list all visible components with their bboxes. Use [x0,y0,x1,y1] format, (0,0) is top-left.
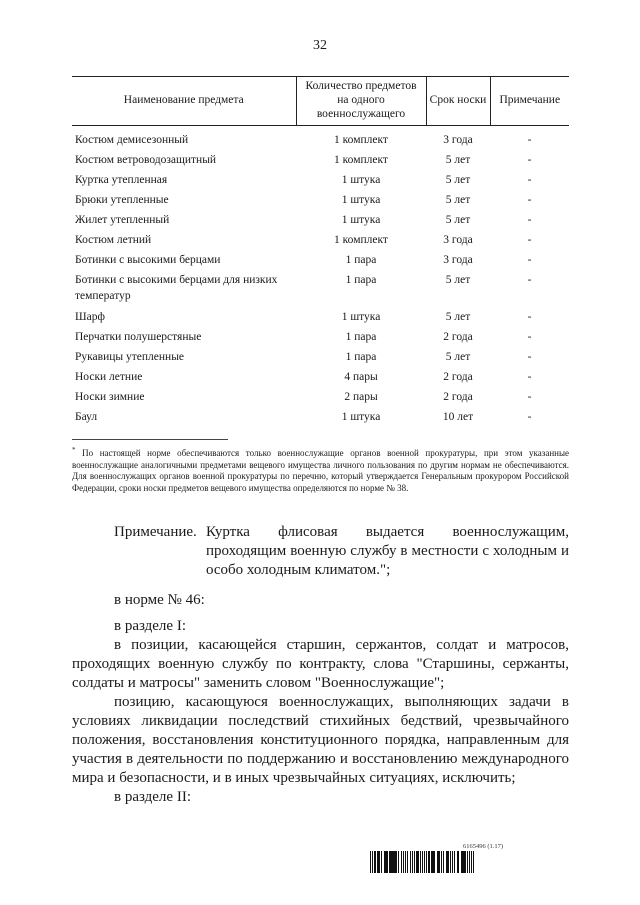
cell-note: - [527,274,532,286]
table-row [72,126,569,153]
footnote-divider [72,439,228,440]
cell-item-name: Костюм демисезонный [75,134,189,146]
barcode [370,851,570,873]
table-row [72,272,569,309]
cell-quantity: 1 комплект [334,154,388,166]
cell-wear-term: 3 года [443,234,473,246]
cell-wear-term: 5 лет [445,154,471,166]
cell-item-name: Рукавицы утепленные [75,351,185,363]
cell-wear-term: 2 года [443,371,473,383]
cell-wear-term: 3 года [443,254,473,266]
cell-wear-term: 5 лет [445,194,471,206]
cell-note: - [527,371,532,383]
cell-item-name: Куртка утепленная [75,174,168,186]
cell-quantity: 1 пара [345,351,377,363]
cell-quantity: 1 штука [341,214,381,226]
cell-quantity: 1 штука [341,411,381,423]
cell-quantity: 1 штука [341,194,381,206]
cell-wear-term: 2 года [443,391,473,403]
cell-note: - [527,311,532,323]
table-note [114,523,569,580]
table-row [72,152,569,172]
cell-item-name: Костюм летний [75,234,152,246]
table-row [72,172,569,192]
cell-note: - [527,234,532,246]
table-row [72,349,569,369]
page-number: 32 [313,38,327,53]
table-row [72,232,569,252]
cell-note: - [527,351,532,363]
cell-wear-term: 5 лет [445,351,471,363]
cell-item-name: Баул [75,411,98,423]
paragraph-sergeants-position: в позиции, касающейся старшин, сержантов, солдат и матросов, проходящих военную службу по контракту, слова "Старшины, сержанты, солдаты и матросы" заменить словом "Военнослужащие"; [72,637,569,691]
table-row [72,192,569,212]
table-body [72,126,569,430]
header-item-name: Наименование предмета [72,77,296,126]
cell-item-name: Брюки утепленные [75,194,169,206]
paragraph-norm-46: в норме № 46: [114,592,205,608]
cell-wear-term: 3 года [443,134,473,146]
cell-quantity: 1 комплект [334,234,388,246]
paragraph-section-2: в разделе II: [114,789,191,805]
cell-quantity: 1 пара [345,274,377,286]
cell-quantity: 1 комплект [334,134,388,146]
cell-item-name: Носки летние [75,371,143,383]
header-wear-term: Срок носки [426,77,490,126]
cell-note: - [527,174,532,186]
cell-note: - [527,194,532,206]
cell-note: - [527,134,532,146]
header-quantity: Количество предметов на одного военнослужащего [296,77,426,126]
cell-note: - [527,411,532,423]
barcode-bar [474,851,476,873]
table-row [72,212,569,232]
cell-wear-term: 2 года [443,331,473,343]
cell-quantity: 4 пары [344,371,378,383]
cell-wear-term: 5 лет [445,174,471,186]
table-row [72,252,569,272]
paragraph-emergency-position: позицию, касающуюся военнослужащих, выполняющих задачи в условиях ликвидации последствий стихийных бедствий, чрезвычайного положения, восстановления конституционного порядка, направленным для участия в деятельности по поддержанию и восстановлению международного мира и безопасности, и в иных чрезвычайных ситуациях, исключить; [72,694,569,786]
cell-item-name: Ботинки с высокими берцами для низких температур [75,274,278,302]
footnote [72,445,569,494]
cell-item-name: Ботинки с высокими берцами [75,254,221,266]
cell-note: - [527,254,532,266]
cell-item-name: Жилет утепленный [75,214,170,226]
footnote-marker: * [72,446,76,454]
cell-wear-term: 10 лет [442,411,474,423]
header-note: Примечание [490,77,569,126]
cell-note: - [527,331,532,343]
document-code: 6165496 (1.17) [463,843,504,850]
table-row [72,329,569,349]
footnote-text: По настоящей норме обеспечиваются только военнослужащие органов военной прокуратуры, при этом указанные военнослужащие аналогичными предметами вещевого имущества личного пользования по другим нормам не обеспечиваются. Для военнослужащих органов военной прокуратуры по перечню, который утверждается Генеральным прокурором Российской Федерации, сроки носки предметов вещевого имущества определяются по норме № 38. [72,448,569,493]
cell-item-name: Шарф [75,311,105,323]
table-row [72,389,569,409]
cell-quantity: 2 пары [344,391,378,403]
cell-note: - [527,154,532,166]
table-header-row [72,77,569,126]
table-row [72,369,569,389]
cell-quantity: 1 штука [341,311,381,323]
note-text: Куртка флисовая выдается военнослужащим, проходящим военную службу в местности с холодным и особо холодным климатом."; [206,524,569,578]
cell-quantity: 1 пара [345,254,377,266]
clothing-norm-table [72,76,569,429]
amendment-text [72,591,569,807]
cell-item-name: Перчатки полушерстяные [75,331,202,343]
cell-note: - [527,391,532,403]
note-label: Примечание. [114,524,197,540]
cell-wear-term: 5 лет [445,311,471,323]
paragraph-section-1: в разделе I: [114,618,186,634]
cell-item-name: Носки зимние [75,391,145,403]
cell-wear-term: 5 лет [445,274,471,286]
table-row [72,309,569,329]
cell-wear-term: 5 лет [445,214,471,226]
cell-quantity: 1 штука [341,174,381,186]
cell-item-name: Костюм ветроводозащитный [75,154,217,166]
cell-note: - [527,214,532,226]
cell-quantity: 1 пара [345,331,377,343]
table-row [72,409,569,429]
